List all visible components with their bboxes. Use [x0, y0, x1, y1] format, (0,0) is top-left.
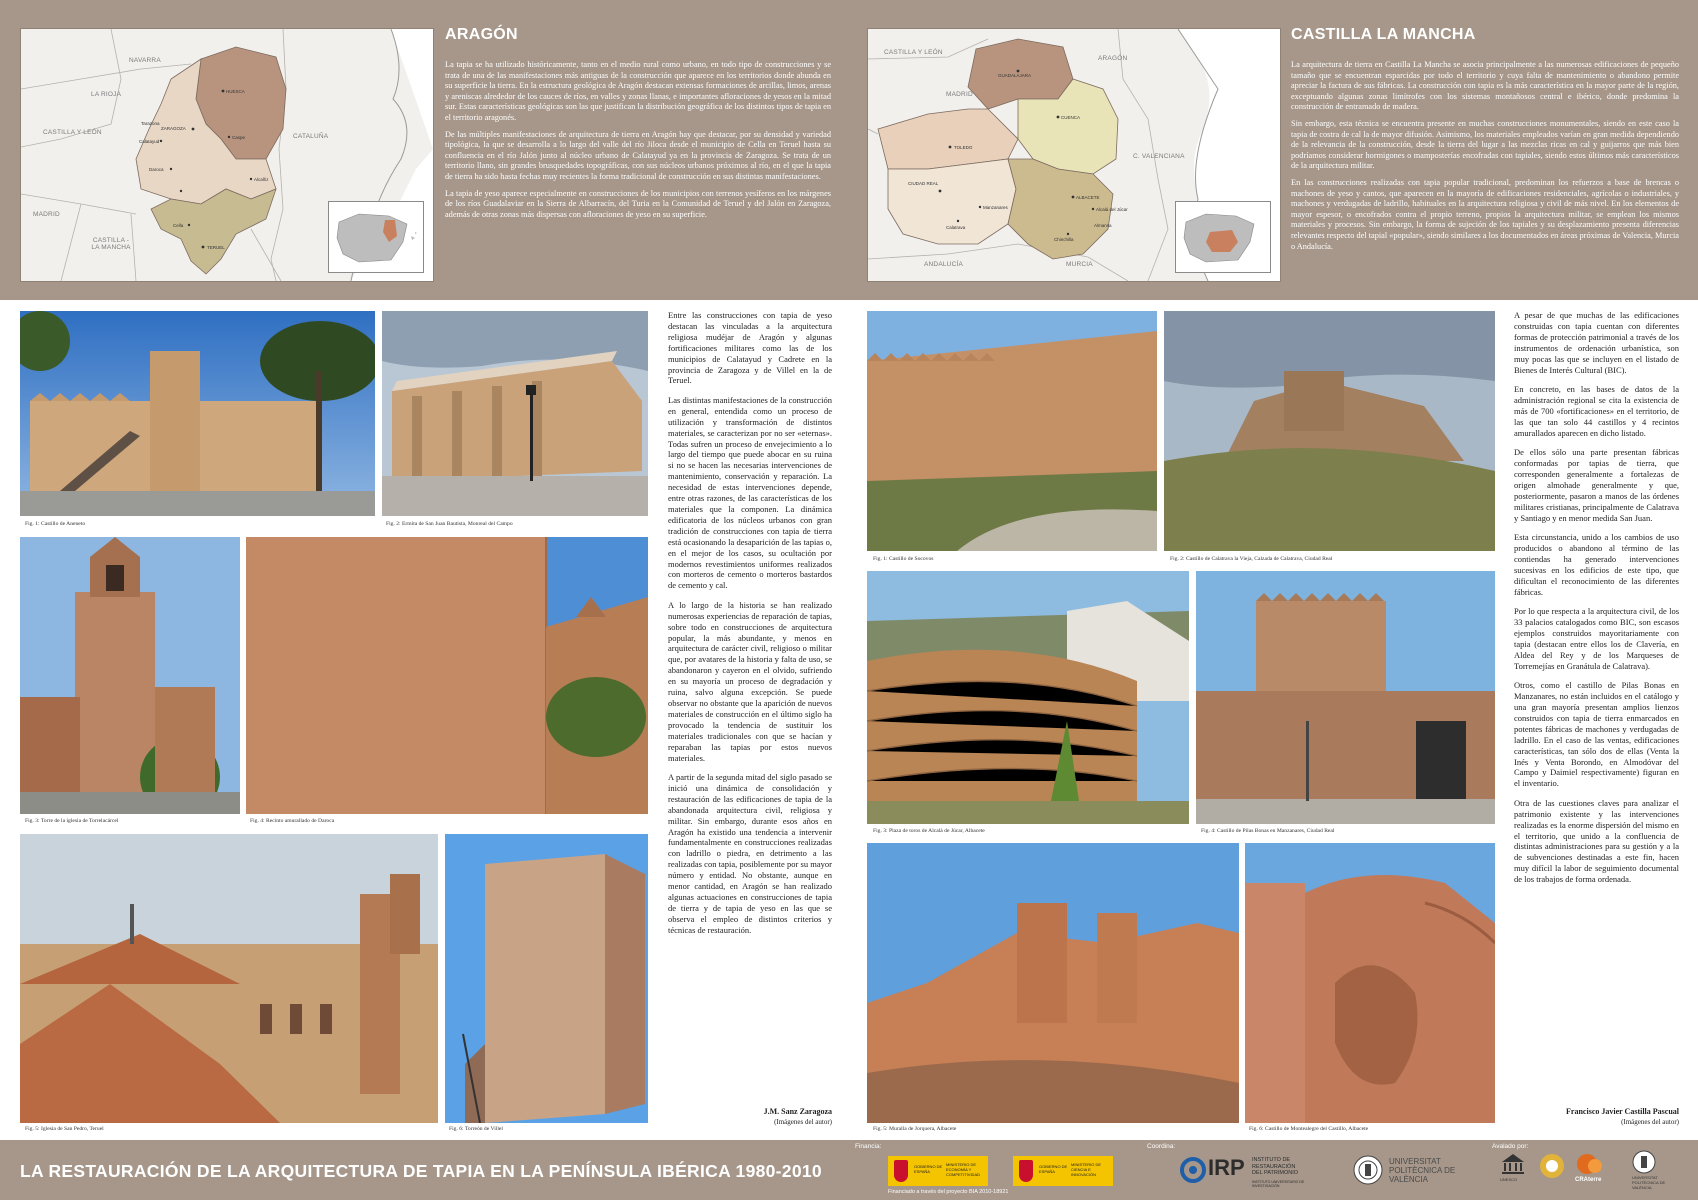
gobierno-text-2: GOBIERNO DE ESPAÑA [1039, 1164, 1068, 1174]
map-label-madrid-r: MADRID [946, 91, 973, 98]
map-town-caspe: Caspe [232, 135, 246, 140]
caption-left-fig1: Fig. 1: Castillo de Aneneto [25, 521, 86, 527]
map-town-cuenca: CUENCA [1061, 115, 1081, 120]
coordina-label: Coordina: [1147, 1143, 1176, 1150]
aragon-body-p3: A lo largo de la historia se han realizado numerosas experiencias de reparación de tapias, sobre todo en construcciones de arquitectura popular, la más abundante, y menos en arquitectura de carácter civil, religioso o militar que, por avatares de la historia y falta de uso, se abandonaron y cayeron en el olvido, sufriendo en su mayoría un proceso de degradación y ruina, salvo alguna excepción. Se puede observar no obstante que la aparición de nuevos materiales de construcción en el último siglo ha provocado la tendencia de sustituir los materiales tradicionales con que se hacían y reparaban las tapias por estos nuevos materiales. [668, 599, 832, 763]
caption-left-fig2: Fig. 2: Ermita de San Juan Bautista, Monreal del Campo [386, 521, 513, 527]
photo-recinto-daroca [246, 537, 648, 814]
cm-body-column [1514, 310, 1679, 894]
caption-left-fig3: Fig. 3: Torre de la iglesia de Torrelacárcel [25, 818, 119, 824]
aragon-body-p2: Las distintas manifestaciones de la construcción en general, entendida como un proceso de utilización y transformación de distintos materiales, se caracterizan por no ser «eternas». Todas sufren un proceso de envejecimiento a lo largo del tiempo que puede abocar en su ruina si no se hacen las necesarias intervenciones de mantenimiento, conservación y reparación. La necesidad de estas intervenciones depende, entre otras razones, de las características de los materiales que la componen. La dinámica edificatoria de los núcleos urbanos con gran tradición de construcciones con tapia de tierra está ocasionando la desaparición de las tapias o, en el mejor de los casos, su ocultación por modernos revestimientos uniformes realizados con morteros de cemento o morteros bastardos de cemento y cal. [668, 394, 832, 591]
map-town-ciudadreal: CIUDAD REAL [908, 181, 939, 186]
map-town-cella: Cella [173, 223, 184, 228]
spain-shield-icon [894, 1160, 908, 1182]
photo-montealegre [1245, 843, 1495, 1123]
map-label-cataluna: CATALUÑA [293, 133, 329, 140]
avalado-label: Avalado por: [1492, 1143, 1529, 1150]
photo-calatrava-vieja [1164, 311, 1495, 551]
photo-plaza-toros-alcala [867, 571, 1189, 824]
caption-left-fig5: Fig. 5: Iglesia de San Pedro, Teruel [25, 1126, 104, 1132]
aragon-body-column [668, 310, 832, 944]
castilla-mancha-intro [1291, 60, 1679, 258]
chair-logo [1538, 1152, 1568, 1192]
map-town-alcaniz: Alcañiz [254, 177, 269, 182]
caption-right-fig1: Fig. 1: Castillo de Socovos [873, 556, 934, 562]
cm-body-p1: A pesar de que muchas de las edificaciones construidas con tapia cuentan con diferentes formas de protección patrimonial a través de los instrumentos de ordenación urbanística, son muy pocas las que se incluyen en el listado de Bienes de Interés Cultural (BIC). [1514, 310, 1679, 375]
irp-sub: INSTITUTO UNIVERSITARIO DE INVESTIGACIÓN [1252, 1180, 1305, 1188]
caption-left-fig4: Fig. 4: Recinto amurallado de Daroca [250, 818, 335, 824]
aragon-inset-map [328, 201, 424, 273]
map-town-huesca: HUESCA [226, 89, 245, 94]
map-town-calatayud: Calatayud [139, 139, 160, 144]
map-label-navarra: NAVARRA [129, 57, 161, 64]
caption-right-fig2: Fig. 2: Castillo de Calatrava la Vieja, Calzada de Calatrava, Ciudad Real [1170, 556, 1333, 562]
map-label-madrid: MADRID [33, 211, 60, 218]
map-town-guadalajara: GUADALAJARA [998, 73, 1032, 78]
map-town-zaragoza: ZARAGOZA [161, 126, 186, 131]
aragon-intro-p1: La tapia se ha utilizado históricamente, tanto en el medio rural como urbano, en todo tipo de construcciones y se trata de una de las manifestaciones más antiguas de la construcción que aparece en los territorios donde abunda en su superficie la tierra. En la estructura geológica de Aragón destacan extensas formaciones de arcillas, limos, arenas y areniscas alrededor de los cauces de ríos, en valles y zonas llanas, e importantes afloraciones de yesos en la mitad sur. Estas características geológicas son las que justifican la distribución geográfica de los distintos tipos de tapia en el territorio aragonés. [445, 60, 831, 122]
spain-shield-icon-2 [1019, 1160, 1033, 1182]
map-town-toledo: TOLEDO [954, 145, 973, 150]
gobierno-logo-2 [1013, 1156, 1113, 1186]
upv-text: UNIVERSITAT POLITÈCNICA DE VALÈNCIA [1389, 1157, 1456, 1184]
caption-left-fig6: Fig. 6: Torreón de Villel [449, 1126, 503, 1132]
craterre-text: CRAterre [1575, 1177, 1602, 1183]
cm-body-p4: Esta circunstancia, unido a los cambios de uso producidos o abandono al término de las contiendas ha generado intervenciones sucesivas en los edificios de este tipo, que dificultan el reconocimiento de las diferentes fábricas. [1514, 532, 1679, 597]
map-town-tarazona: Tarazona [141, 121, 160, 126]
aragon-body-p1: Entre las construcciones con tapia de yeso destacan las vinculadas a la arquitectura religiosa mudéjar de Aragón y algunas fortificaciones militares como las de los municipios de Calatayud y Cadrete en la provincia de Zaragoza y de Villel en la de Teruel. [668, 310, 832, 386]
castilla-mancha-title: CASTILLA LA MANCHA [1291, 26, 1476, 43]
ministerio-text-2: MINISTERIO DE CIENCIA E INNOVACIÓN [1071, 1162, 1102, 1177]
cm-inset-map [1175, 201, 1271, 273]
map-town-alcala: Alcalá del Júcar [1096, 207, 1128, 212]
aragon-title: ARAGÓN [445, 26, 518, 43]
photo-castillo-socovos [867, 311, 1157, 551]
irp-text: IRP [1208, 1155, 1245, 1180]
map-town-almansa: Almansa [1094, 223, 1112, 228]
photo-torreon-villel [445, 834, 648, 1123]
caption-right-fig5: Fig. 5: Muralla de Jorquera, Albacete [873, 1126, 957, 1132]
unesco-logo [1500, 1152, 1530, 1192]
aragon-intro-p2: De las múltiples manifestaciones de arquitectura de tierra en Aragón hay que destacar, por su densidad y variedad tipológica, la que se desarrolla a lo largo del valle del río Jiloca desde el municipio de Cella en Teruel hasta su confluencia en el río Jalón junto al núcleo urbano de Calatayud ya en la provincia de Zaragoza. Se trata de un territorio llano, sin grandes brusquedades topográficas, con sus núcleos urbanos próximos al río, en el que la tapia de tierra ha sido hasta fechas muy recientes la forma tradicional de construcción en sus distintas manifestaciones. [445, 129, 831, 181]
map-label-castilla-leon: CASTILLA Y LEÓN [43, 129, 102, 136]
gobierno-text-1: GOBIERNO DE ESPAÑA [914, 1164, 943, 1174]
cm-body-p3: De ellos sólo una parte presentan fábricas conformadas por tapias de tierra, que corresponden generalmente a fortalezas de origen almohade generalmente y que, posteriormente, pasaron a manos de las órdenes militares cristianas, principalmente de Calatrava y Santiago y en menor medida San Juan. [1514, 447, 1679, 523]
map-label-castilla-leon-r: CASTILLA Y LEÓN [884, 49, 943, 56]
cm-intro-p1: La arquitectura de tierra en Castilla La Mancha se asocia principalmente a las numerosas edificaciones de pequeño tamaño que se encuentran esparcidas por todo el territorio y cuya falta de mantenimiento o abandono permite apreciar la factura de sus fábricas. La construcción con tapia es la más característica en la mayor parte de la región, exceptuando algunas zonas limítrofes con los sistemas montañosos central e ibérico, donde predomina la construcción de entramado de madera. [1291, 60, 1679, 112]
caption-right-fig3: Fig. 3: Plaza de toros de Alcalá de Júcar, Albacete [873, 828, 985, 834]
ministerio-text-1: MINISTERIO DE ECONOMÍA Y COMPETITIVIDAD [946, 1162, 981, 1177]
aragon-intro-p3: La tapia de yeso aparece especialmente en construcciones de los municipios con terrenos yesíferos en los márgenes de los ríos Guadalaviar en la Sierra de Albarracín, del Turia en la Comunidad de Teruel y del Jalón en Zaragoza, además de otras zonas más dispersas con afloraciones de yeso en su superficie. [445, 188, 831, 219]
cm-body-p2: En concreto, en las bases de datos de la administración regional se cita la existencia de más de 700 «fortificaciones» en el territorio, de las que tan solo 44 castillos y 4 recintos amurallados aparecen en dicho listado. [1514, 384, 1679, 438]
cm-body-p6: Otros, como el castillo de Pilas Bonas en Manzanares, no están incluidos en el catálogo y una gran mayoría presentan amplios lienzos construidos con tapia de tierra enmarcados en potentes fábricas de machones y verdugadas de ladrillo. En el caso de las ventas, edificaciones características, tan sólo dos de ellas (Venta la Inés y Venta Borondo, en Almodóvar del Campo y Daimiel respectivamente) figuran en el inventario. [1514, 680, 1679, 789]
aragon-author-note: (Imágenes del autor) [774, 1118, 832, 1126]
map-town-calatrava: Calatrava [946, 225, 966, 230]
cm-intro-p2: Sin embargo, esta técnica se encuentra presente en muchas construcciones monumentales, siendo en este caso la tapia de costra de cal la de mayor difusión. Asimismo, los materiales empleados varían en gran medida dependiendo de la relevancia de la construcción, desde la tierra del lugar a las mezclas ricas en cal y guijarros que más bien podríamos considerar hormigones o mamposterías encofradas con tapiales, siendo estos últimos más característicos de la arquitectura militar. [1291, 118, 1679, 171]
upv-logo-2 [1632, 1150, 1682, 1194]
aragon-author [668, 1107, 832, 1127]
unesco-text: UNESCO [1500, 1177, 1518, 1182]
aragon-intro [445, 60, 831, 226]
gobierno-logo-1 [888, 1156, 988, 1186]
irp-logo [1180, 1153, 1305, 1188]
photo-pilas-bonas [1196, 571, 1495, 824]
poster-title: LA RESTAURACIÓN DE LA ARQUITECTURA DE TAPIA EN LA PENÍNSULA IBÉRICA 1980-2010 [20, 1161, 822, 1181]
cm-author-note: (Imágenes del autor) [1621, 1118, 1679, 1126]
map-label-castilla-mancha: CASTILLA - LA MANCHA [91, 237, 131, 251]
photo-ermita-san-juan [382, 311, 648, 516]
map-label-murcia-r: MURCIA [1066, 261, 1093, 268]
photo-castillo-aneneto [20, 311, 375, 516]
upv-logo [1353, 1153, 1456, 1187]
map-town-chinchilla: Chinchilla [1054, 237, 1074, 242]
craterre-logo [1575, 1152, 1623, 1192]
photo-torre-torrelacarcel [20, 537, 240, 814]
photo-iglesia-san-pedro [20, 834, 438, 1123]
funding-note: Financiado a través del proyecto BIA 2010-18921 [888, 1189, 1009, 1195]
cm-intro-p3: En las construcciones realizadas con tapia popular tradicional, predominan los refuerzos a base de brencas o machones de yeso y cantos, que aparecen en la mayoría de edificaciones residenciales, agrícolas o industriales, y machones y verdugadas de ladrillo, habituales en la arquitectura religiosa y civil de más nivel. En los elementos de mayor espesor, o encofrados contra el propio terreno, propios la arquitectura militar, se emplean los mismos materiales y procesos. Sin embargo, la forma de sujeción de los tapiales y su desplazamiento presenta diferencias relevantes respecto del tapial «popular», siendo similares a los documentados en áreas próximas de Valencia, Murcia o Andalucía. [1291, 177, 1679, 251]
aragon-body-p4: A partir de la segunda mitad del siglo pasado se inició una dinámica de consolidación y restauración de las edificaciones de tapia de la abandonada arquitectura civil, religiosa y militar. Sin embargo, durante esos años en Aragón ha existido una tendencia a intervenir fundamentalmente en construcciones realizadas con ladrillo o piedra, en detrimento a las realizadas con tapia, posiblemente por su mayor número y entidad. No obstante, aunque en menor cantidad, en Aragón se han realizado algunas actuaciones en construcciones de tapia de tierra y de tapia de yeso en las que se observa el empleo de distintos criterios y técnicas de restauración. [668, 772, 832, 935]
cm-body-p5: Por lo que respecta a la arquitectura civil, de los 33 palacios catalogados como BIC, son escasos ejemplos construidos mayoritariamente con tapia (destacan entre ellos los de Clavería, en Aldea del Rey y de los Marqueses de Torremejías en Granátula de Calatrava). [1514, 606, 1679, 671]
aragon-author-name: J.M. Sanz Zaragoza [763, 1107, 832, 1116]
cm-body-p7: Otra de las cuestiones claves para analizar el patrimonio existente y las intervenciones realizadas es la enorme dispersión del mismo en el territorio, que unido a la confluencia de distintas administraciones para su gestión y a la de subvenciones destinadas a este fin, hacen muy difícil la labor de seguimiento documental de los trabajos de forma ordenada. [1514, 797, 1679, 885]
upv-text-2: UNIVERSITAT POLITÈCNICA DE VALÈNCIA [1632, 1175, 1666, 1190]
photo-muralla-jorquera [867, 843, 1239, 1123]
map-label-andalucia-r: ANDALUCÍA [924, 261, 964, 268]
map-town-albacete: ALBACETE [1076, 195, 1100, 200]
map-town-daroca: Daroca [149, 167, 164, 172]
map-label-valenciana-r: C. VALENCIANA [1133, 153, 1185, 160]
irp-fullname: INSTITUTO DE RESTAURACIÓN DEL PATRIMONIO [1252, 1157, 1299, 1176]
map-town-teruel: TERUEL [207, 245, 225, 250]
castilla-mancha-map [867, 28, 1281, 282]
cm-author [1514, 1107, 1679, 1127]
map-town-manzanares: Manzanares [983, 205, 1008, 210]
financia-label: Financia: [855, 1143, 882, 1150]
cm-author-name: Francisco Javier Castilla Pascual [1566, 1107, 1679, 1116]
map-label-rioja: LA RIOJA [91, 91, 122, 98]
caption-right-fig6: Fig. 6: Castillo de Montealegre del Castillo, Albacete [1249, 1126, 1369, 1132]
map-label-aragon-r: ARAGÓN [1098, 55, 1128, 62]
aragon-map [20, 28, 434, 282]
caption-right-fig4: Fig. 4: Castillo de Pilas Bonas en Manzanares, Ciudad Real [1201, 828, 1335, 834]
